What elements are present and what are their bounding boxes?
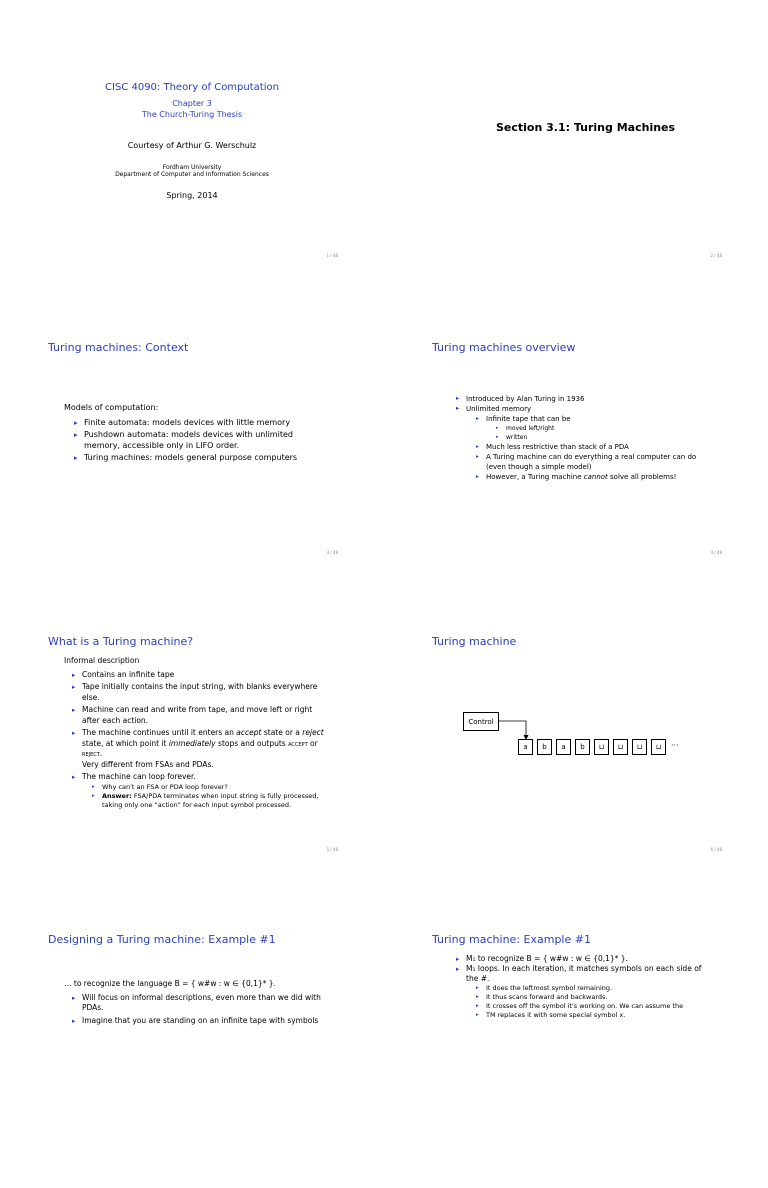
subsub-item: ▸ written bbox=[496, 433, 706, 442]
list-item: ▸ Will focus on informal descriptions, even more than we did with PDAs. bbox=[72, 993, 334, 1014]
page-number: 5 / 48 bbox=[326, 847, 338, 852]
pointer-arrow bbox=[499, 714, 529, 742]
frame-body bbox=[456, 394, 706, 482]
intro-text: Informal description bbox=[64, 656, 140, 665]
frame-title: What is a Turing machine? bbox=[48, 635, 194, 648]
chapter-subtitle: The Church-Turing Thesis bbox=[141, 110, 243, 119]
emphasis: reject bbox=[302, 728, 324, 737]
subsub-item: ▸ moved left/right bbox=[496, 424, 706, 433]
frame-body bbox=[64, 979, 334, 1026]
list-item: ▸ Turing machines: models general purpose computers bbox=[74, 453, 324, 464]
slide-2 bbox=[384, 0, 768, 297]
list-item bbox=[456, 964, 716, 1020]
slide-4 bbox=[384, 297, 768, 594]
page-number: 3 / 48 bbox=[326, 550, 338, 555]
bullet-list bbox=[74, 418, 324, 464]
answer-text: FSA/PDA terminates when input string is fully processed, taking only one “action” for each input symbol processed. bbox=[102, 791, 319, 809]
slide-8 bbox=[384, 891, 768, 1188]
intro-text: Models of computation: bbox=[64, 403, 159, 412]
reject-smallcaps: reject bbox=[82, 749, 100, 758]
frame-title: Designing a Turing machine: Example #1 bbox=[48, 933, 276, 946]
list-item: ▸ Machine can read and write from tape, and move left or right after each action. bbox=[72, 705, 324, 726]
text-run: or bbox=[307, 738, 318, 748]
intro-text: … to recognize the language B = { w#w : w ∈ {0,1}* }. bbox=[64, 979, 276, 988]
section-title: Section 3.1: Turing Machines bbox=[496, 121, 676, 134]
emphasis: accept bbox=[236, 728, 262, 737]
bullet-list bbox=[456, 394, 706, 482]
page-number: 1 / 48 bbox=[326, 253, 338, 258]
frame-body bbox=[64, 656, 324, 810]
slide-6 bbox=[384, 594, 768, 891]
list-item-text: Unlimited memory bbox=[466, 405, 532, 413]
tape-cell: b bbox=[575, 739, 590, 755]
slide-1 bbox=[0, 0, 384, 297]
list-item bbox=[72, 772, 324, 810]
list-item: ▸ Tape initially contains the input string, with blanks everywhere else. bbox=[72, 682, 324, 703]
sub-item-text: Infinite tape that can be bbox=[486, 415, 571, 423]
term-label: Spring, 2014 bbox=[166, 191, 218, 200]
frame-body bbox=[456, 954, 716, 1020]
text-run: state or a bbox=[261, 728, 303, 737]
tape-cell: ⊔ bbox=[613, 739, 628, 755]
subsub-list bbox=[496, 424, 706, 442]
sub-item bbox=[476, 472, 706, 482]
chapter-label: Chapter 3 bbox=[172, 99, 212, 108]
frame-body bbox=[64, 403, 324, 464]
frame-title: Turing machine bbox=[432, 635, 517, 648]
list-item: ▸ Contains an infinite tape bbox=[72, 670, 324, 681]
text-run: The machine continues until it enters an bbox=[82, 728, 237, 737]
text-run: Very different from FSAs and PDAs. bbox=[82, 759, 214, 769]
tape-ellipsis: ··· bbox=[671, 741, 679, 750]
text-run: state, at which point it bbox=[82, 738, 169, 748]
bullet-list bbox=[456, 954, 716, 1020]
list-item: ▸ Introduced by Alan Turing in 1936 bbox=[456, 394, 706, 404]
sub-item bbox=[476, 414, 706, 442]
sub-item: ▸ It crosses off the symbol it's working on. We can assume the bbox=[476, 1002, 716, 1011]
bullet-list bbox=[72, 993, 334, 1027]
sub-item: ▸ It thus scans forward and backwards. bbox=[476, 993, 716, 1002]
page-number: 4 / 48 bbox=[710, 550, 722, 555]
text-run: stops and outputs bbox=[215, 738, 289, 748]
tape-cell: ⊔ bbox=[594, 739, 609, 755]
text-run: However, a Turing machine bbox=[486, 473, 584, 481]
control-box: Control bbox=[463, 712, 499, 731]
emphasis: cannot bbox=[583, 473, 608, 481]
list-item: ▸ Pushdown automata: models devices with unlimited memory, accessible only in LIFO order. bbox=[74, 430, 324, 451]
slide-7 bbox=[0, 891, 384, 1188]
accept-smallcaps: accept bbox=[288, 738, 308, 748]
page-number: 6 / 48 bbox=[710, 847, 722, 852]
sub-item bbox=[92, 792, 324, 810]
list-item: ▸ M₁ to recognize B = { w#w : w ∈ {0,1}* }. bbox=[456, 954, 716, 964]
tape-cell: a bbox=[556, 739, 571, 755]
list-item-text: The machine can loop forever. bbox=[82, 772, 196, 781]
sub-item: ▸ It does the leftmost symbol remaining. bbox=[476, 984, 716, 993]
slide-5 bbox=[0, 594, 384, 891]
emphasis: immediately bbox=[168, 738, 216, 748]
sub-item: ▸ Why can't an FSA or PDA loop forever? bbox=[92, 783, 324, 792]
list-item: ▸ Imagine that you are standing on an infinite tape with symbols bbox=[72, 1016, 334, 1027]
tape-cell: ⊔ bbox=[632, 739, 647, 755]
course-title: CISC 4090: Theory of Computation bbox=[105, 82, 279, 93]
sub-item: ▸ TM replaces it with some special symbol x. bbox=[476, 1011, 716, 1020]
frame-title: Turing machines overview bbox=[432, 341, 576, 354]
sub-list bbox=[476, 414, 706, 482]
sub-list bbox=[476, 984, 716, 1020]
list-item bbox=[72, 728, 324, 770]
answer-label: Answer: bbox=[102, 791, 132, 800]
tape-cell: ⊔ bbox=[651, 739, 666, 755]
frame-title: Turing machines: Context bbox=[48, 341, 189, 354]
list-item bbox=[456, 404, 706, 482]
sub-item: ▸ Much less restrictive than stack of a PDA bbox=[476, 442, 706, 452]
page-number: 2 / 48 bbox=[710, 253, 722, 258]
bullet-list bbox=[72, 670, 324, 810]
text-run: solve all problems! bbox=[607, 473, 677, 481]
department-name: Department of Computer and Information Sciences bbox=[115, 171, 269, 178]
text-run: . bbox=[99, 749, 103, 758]
courtesy-line: Courtesy of Arthur G. Werschulz bbox=[127, 141, 257, 150]
tape-cell: a bbox=[518, 739, 533, 755]
sub-item: ▸ A Turing machine can do everything a real computer can do (even though a simple model) bbox=[476, 452, 706, 472]
frame-title: Turing machine: Example #1 bbox=[432, 933, 591, 946]
slide-3 bbox=[0, 297, 384, 594]
sub-list bbox=[92, 783, 324, 810]
university-name: Fordham University bbox=[162, 164, 222, 171]
list-item: ▸ Finite automata: models devices with little memory bbox=[74, 418, 324, 429]
list-item-text: M₁ loops. In each iteration, it matches symbols on each side of the #. bbox=[466, 964, 702, 983]
tape-cell: b bbox=[537, 739, 552, 755]
